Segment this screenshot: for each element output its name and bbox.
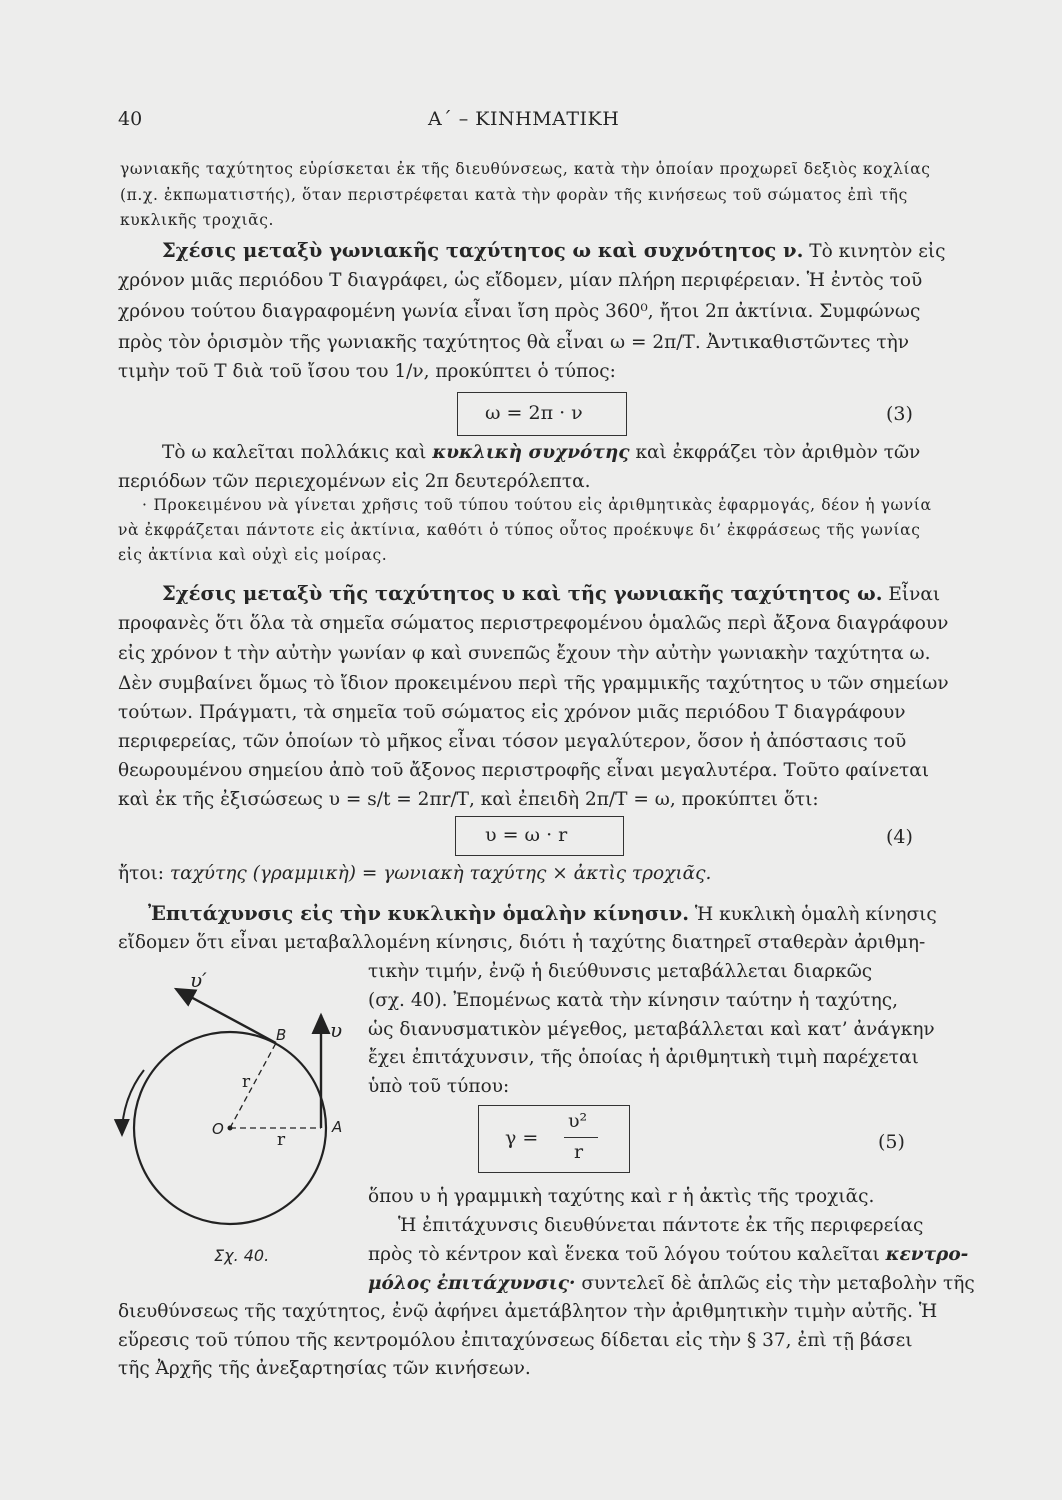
section3-heading: Ἐπιτάχυνσις εἰς τὴν κυκλικὴν ὁμαλὴν κίνησιν.	[148, 902, 689, 925]
equation-5-box	[478, 1105, 630, 1173]
section1-first-line	[162, 239, 945, 262]
page-number: 40	[118, 108, 143, 130]
label-radius-1: r	[242, 1072, 251, 1092]
section3-after-eq-text: πρὸς τὸ κέντρον καὶ ἕνεκα τοῦ λόγου τούτου καλεῖται	[368, 1244, 880, 1265]
equation-3: ω = 2π · ν	[485, 402, 583, 424]
section3-wrapped-line: ὡς διανυσματικὸν μέγεθος, μεταβάλλεται καὶ κατ’ ἀνάγκην	[368, 1019, 935, 1040]
section3-term-rest: συντελεῖ δὲ ἁπλῶς εἰς τὴν μεταβολὴν τῆς	[581, 1273, 975, 1294]
note-line: εἰς ἀκτίνια καὶ οὐχὶ εἰς μοίρας.	[118, 546, 388, 564]
section3-final-line: εὕρεσις τοῦ τύπου τῆς κεντρομόλου ἐπιταχύνσεως δίδεται εἰς τὴν § 37, ἐπὶ τῇ βάσει	[118, 1330, 913, 1351]
section1-heading: Σχέσις μεταξὺ γωνιακῆς ταχύτητος ω καὶ συχνότητος ν.	[162, 239, 804, 262]
radius-ob-dashed	[230, 1043, 276, 1128]
section3-wrapped-line: ἔχει ἐπιτάχυνσιν, τῆς ὁποίας ἡ ἀριθμητικὴ τιμὴ παρέχεται	[368, 1047, 919, 1068]
section2-line: καὶ ἐκ τῆς ἐξισώσεως υ = s/t = 2πr/Τ, καὶ ἐπειδὴ 2π/Τ = ω, προκύπτει ὅτι:	[118, 789, 819, 810]
figure-caption: Σχ. 40.	[214, 1246, 270, 1265]
section2-line: περιφερείας, τῶν ὁποίων τὸ μῆκος εἶναι τόσον μεγαλύτερον, ὅσον ἡ ἀπόστασις τοῦ	[118, 731, 907, 752]
section1-after-post: καὶ ἐκφράζει τὸν ἀριθμὸν τῶν	[635, 442, 921, 463]
label-v-prime: υ′	[190, 968, 207, 992]
section1-line: τιμὴν τοῦ Τ διὰ τοῦ ἴσου του 1/ν, προκύπτει ὁ τύπος:	[118, 361, 616, 382]
section3-wrapped-line: (σχ. 40). Ἐπομένως κατὰ τὴν κίνησιν ταύτην ἡ ταχύτης,	[368, 990, 898, 1011]
section2-line: θεωρουμένου σημείου ἀπὸ τοῦ ἄξονος περιστροφῆς εἶναι μεγαλυτέρα. Τοῦτο φαίνεται	[118, 760, 929, 781]
label-point-b: B	[276, 1026, 287, 1044]
section3-wrapped-line: ὑπὸ τοῦ τύπου:	[368, 1076, 510, 1097]
note-line: νὰ ἐκφράζεται πάντοτε εἰς ἀκτίνια, καθότι ὁ τύπος οὗτος προέκυψε δι’ ἐκφράσεως τῆς γωνίας	[118, 521, 921, 539]
section2-first-line	[162, 582, 940, 605]
section3-final-line: διευθύνσεως τῆς ταχύτητος, ἐνῷ ἀφήνει ἀμετάβλητον τὴν ἀριθμητικὴν τιμὴν αὐτῆς. Ἡ	[118, 1301, 938, 1322]
label-point-o: O	[212, 1120, 224, 1138]
figure-40-diagram	[100, 960, 370, 1260]
section2-first-line-rest: Εἶναι	[888, 584, 941, 605]
label-v: υ	[330, 1018, 343, 1042]
running-title: Α΄ – ΚΙΝΗΜΑΤΙΚΗ	[428, 108, 620, 130]
intro-line: (π.χ. ἐκπωματιστής), ὅταν περιστρέφεται κατὰ τὴν φορὰν τῆς κινήσεως τοῦ σώματος ἐπὶ τῆς	[120, 186, 908, 204]
section2-heading: Σχέσις μεταξὺ τῆς ταχύτητος υ καὶ τῆς γωνιακῆς ταχύτητος ω.	[162, 582, 883, 605]
section2-line: Δὲν συμβαίνει ὅμως τὸ ἴδιον προκειμένου περὶ τῆς γραμμικῆς ταχύτητος υ τῶν σημείων	[118, 673, 949, 694]
term-centripetal-a: κεντρο-	[885, 1244, 969, 1265]
equation-4-number: (4)	[886, 826, 913, 848]
intro-line: κυκλικῆς τροχιᾶς.	[120, 211, 275, 229]
gloss-prefix: ἤτοι:	[118, 863, 164, 884]
equation-5-number: (5)	[878, 1131, 905, 1153]
term-cyclic-frequency: κυκλικὴ συχνότης	[432, 442, 630, 463]
section3-first-line-rest: Ἡ κυκλικὴ ὁμαλὴ κίνησις	[694, 904, 937, 925]
section3-wrapped-line: τικὴν τιμήν, ἐνῷ ἡ διεύθυνσις μεταβάλλεται διαρκῶς	[368, 961, 873, 982]
section3-line2: εἴδομεν ὅτι εἶναι μεταβαλλομένη κίνησις, διότι ἡ ταχύτης διατηρεῖ σταθερὰν ἀριθμη-	[118, 932, 926, 953]
center-point	[228, 1126, 233, 1131]
equation-5-lhs: γ =	[505, 1127, 539, 1149]
velocity-vector-v-prime	[176, 989, 276, 1043]
gloss-formula: ταχύτης (γραμμικὴ) = γωνιακὴ ταχύτης × ἀκτὶς τροχιᾶς.	[169, 863, 712, 884]
section3-after-eq-line3	[368, 1244, 968, 1265]
equation-5-numerator: υ²	[568, 1110, 588, 1132]
note-line: · Προκειμένου νὰ γίνεται χρῆσις τοῦ τύπου τούτου εἰς ἀριθμητικὰς ἐφαρμογάς, δέον ἡ γωνία	[142, 496, 932, 514]
section3-final-line: τῆς Ἀρχῆς τῆς ἀνεξαρτησίας τῶν κινήσεων.	[118, 1358, 531, 1379]
label-point-a: A	[332, 1118, 343, 1136]
section3-first-line	[148, 902, 937, 925]
section2-line: τούτων. Πράγματι, τὰ σημεῖα τοῦ σώματος εἰς χρόνον μιᾶς περιόδου Τ διαγράφουν	[118, 702, 906, 723]
section1-after-line	[162, 442, 920, 463]
section1-after-line2: περιόδων τῶν περιεχομένων εἰς 2π δευτερόλεπτα.	[118, 471, 591, 492]
section3-term-line	[368, 1273, 975, 1294]
note-line-text: Προκειμένου νὰ γίνεται χρῆσις τοῦ τύπου τούτου εἰς ἀριθμητικὰς ἐφαρμογάς, δέον ἡ γωνία	[153, 496, 932, 514]
section2-line: προφανὲς ὅτι ὅλα τὰ σημεῖα σώματος περιστρεφομένου ὁμαλῶς περὶ ἄξονα διαγράφουν	[118, 613, 949, 634]
section2-gloss	[118, 863, 711, 884]
section1-line: χρόνον μιᾶς περιόδου Τ διαγράφει, ὡς εἴδομεν, μίαν πλήρη περιφέρειαν. Ἡ ἐντὸς τοῦ	[118, 270, 923, 291]
section1-after-pre: Τὸ ω καλεῖται πολλάκις καὶ	[162, 442, 427, 463]
section1-line: πρὸς τὸν ὁρισμὸν τῆς γωνιακῆς ταχύτητος θὰ εἶναι ω = 2π/Τ. Ἀντικαθιστῶντες τὴν	[118, 332, 909, 353]
equation-3-number: (3)	[886, 403, 913, 425]
section2-line: εἰς χρόνον t τὴν αὐτὴν γωνίαν φ καὶ συνεπῶς ἔχουν τὴν αὐτὴν γωνιακὴν ταχύτητα ω.	[118, 643, 931, 664]
term-centripetal-b: μόλος ἐπιτάχυνσις·	[368, 1273, 576, 1294]
section1-first-line-rest: Τὸ κινητὸν εἰς	[809, 241, 946, 262]
equation-5-denominator: r	[574, 1141, 584, 1163]
label-radius-2: r	[277, 1130, 286, 1150]
intro-line: γωνιακῆς ταχύτητος εὑρίσκεται ἐκ τῆς διευθύνσεως, κατὰ τὴν ὁποίαν προχωρεῖ δεξιὸς κοχλίας	[120, 160, 931, 178]
section1-line: χρόνου τούτου διαγραφομένη γωνία εἶναι ἴση πρὸς 360⁰, ἤτοι 2π ἀκτίνια. Συμφώνως	[118, 301, 921, 322]
equation-5-fraction-bar	[564, 1137, 598, 1138]
section3-after-eq: ὅπου υ ἡ γραμμικὴ ταχύτης καὶ r ἡ ἀκτὶς τῆς τροχιᾶς.	[368, 1186, 875, 1207]
equation-4: υ = ω · r	[485, 824, 568, 846]
section3-after-eq: Ἡ ἐπιτάχυνσις διευθύνεται πάντοτε ἐκ τῆς περιφερείας	[398, 1215, 924, 1236]
